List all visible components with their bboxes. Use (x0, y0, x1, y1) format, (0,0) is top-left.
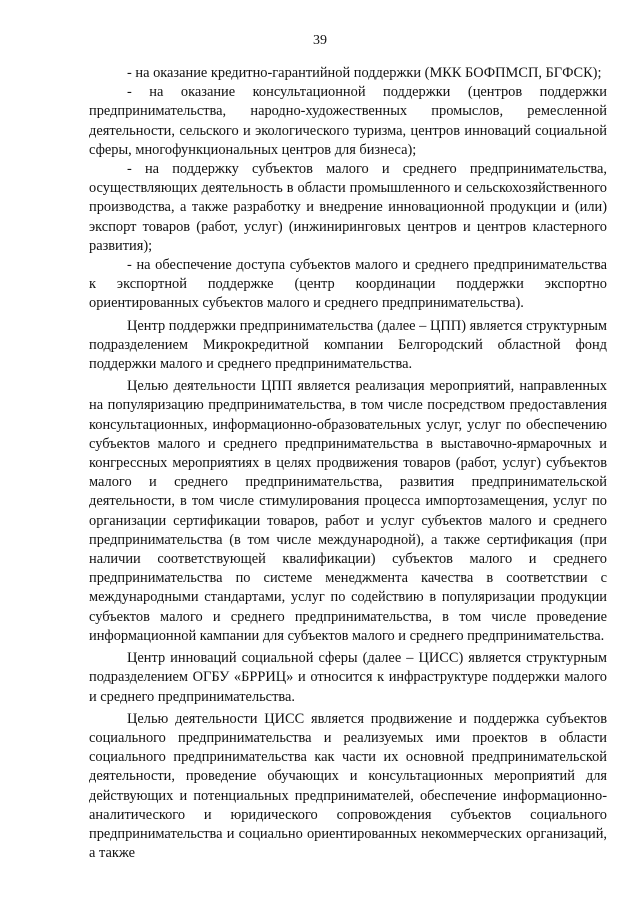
paragraph-export-support: - на обеспечение доступа субъектов малого и среднего предпринимательства к экспортной поддержке (центр координации поддержки экспортно ориентированных субъектов малого и среднего предпринимательства). (89, 257, 607, 312)
body-text (89, 64, 607, 866)
paragraph-cpp-goal: Целью деятельности ЦПП является реализация мероприятий, направленных на популяризацию предпринимательства, в том числе посредством предоставления консультационных, информационно-образовательных услуг, услуг по обеспечению субъектов малого и среднего предпринимательства в выставочно-ярмарочных и конгрессных мероприятиях в целях продвижения товаров (работ, услуг) субъектов малого и среднего предпринимательства, развития предпринимательской деятельности, в том числе стимулирования процесса импортозамещения, услуг по организации сертификации товаров, работ и услуг субъектов малого и среднего предпринимательства (в том числе международной), а также сертификация (при наличии соответствующей квалификации) субъектов малого и среднего предпринимательства по системе менеджмента качества в соответствии с международными стандартами, услуг по содействию в популяризации продукции субъектов малого и среднего предпринимательства, в том числе проведение информационной кампании для субъектов малого и среднего предпринимательства. (89, 378, 607, 644)
page-number: 39 (313, 33, 327, 48)
paragraph-production-support: - на поддержку субъектов малого и среднего предпринимательства, осуществляющих деятельность в области промышленного и сельскохозяйственного производства, а также разработку и внедрение инновационной продукции и (или) экспорт товаров (работ, услуг) (инжиниринговых центров и центров кластерного развития); (89, 161, 607, 254)
paragraph-consulting-support: - на оказание консультационной поддержки (центров поддержки предпринимательства, народно-художественных промыслов, ремесленной деятельности, сельского и экологического туризма, центров инноваций социальной сферы, многофункциональных центров для бизнеса); (89, 84, 607, 158)
paragraph-credit-support: - на оказание кредитно-гарантийной поддержки (МКК БОФПМСП, БГФСК); (127, 65, 602, 81)
paragraph-ciss-definition: Центр инноваций социальной сферы (далее – ЦИСС) является структурным подразделением ОГБУ «БРРИЦ» и относится к инфраструктуре поддержки малого и среднего предпринимательства. (89, 650, 607, 705)
paragraph-cpp-definition: Центр поддержки предпринимательства (далее – ЦПП) является структурным подразделением Микрокредитной компании Белгородский областной фонд поддержки малого и среднего предпринимательства. (89, 317, 607, 373)
paragraph-ciss-goal: Целью деятельности ЦИСС является продвижение и поддержка субъектов социального предпринимательства и реализуемых ими проектов в области социального предпринимательства как части их основной предпринимательской деятельности, проведение обучающих и консультационных мероприятий для действующих и потенциальных предпринимателей, обеспечение информационно-аналитического и юридического сопровождения субъектов социального предпринимательства и социально ориентированных некоммерческих организаций, а также (89, 710, 607, 862)
